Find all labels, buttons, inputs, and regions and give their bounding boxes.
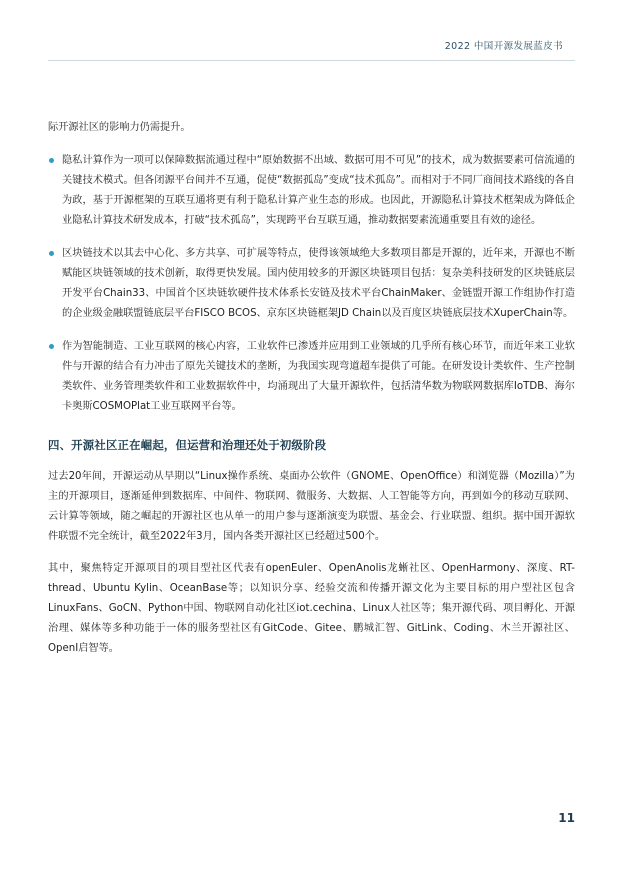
- section-heading: 四、开源社区正在崛起，但运营和治理还处于初级阶段: [48, 438, 327, 452]
- bullet-item: [48, 244, 575, 324]
- page-content: [48, 118, 575, 671]
- bullet-dot-icon: [49, 251, 54, 256]
- bullet-text: 区块链技术以其去中心化、多方共享、可扩展等特点，使得该领域绝大多数项目都是开源的，近年来，开源也不断赋能区块链领域的技术创新，取得更快发展。国内使用较多的开源区块链项目包括：复杂美科技研发的区块链底层开发平台Chain33、中国首个区块链软硬件技术体系长安链及技术平台ChainMaker、金链盟开源工作组协作打造的企业级金融联盟链底层平台FISCO BCOS、京东区块链框架JD Chain以及百度区块链底层技术XuperChain等。: [62, 248, 575, 319]
- bullet-dot-icon: [49, 158, 54, 163]
- bullet-item: [48, 337, 575, 417]
- running-header-title: 2022 中国开源发展蓝皮书: [444, 41, 563, 52]
- body-paragraph: 过去20年间，开源运动从早期以“Linux操作系统、桌面办公软件（GNOME、OpenOffice）和浏览器（Mozilla）”为主的开源项目，逐渐延伸到数据库、中间件、物联网、微服务、大数据、人工智能等方向，再到如今的移动互联网、云计算等领域，随之崛起的开源社区也从单一的用户参与逐渐演变为联盟、基金会、行业联盟、组织。据中国开源软件联盟不完全统计，截至2022年3月，国内各类开源社区已经超过500个。: [48, 471, 575, 542]
- bullet-text: 作为智能制造、工业互联网的核心内容，工业软件已渗透并应用到工业领域的几乎所有核心环节，而近年来工业软件与开源的结合有力冲击了原先关键技术的垄断，为我国实现弯道超车提供了可能。在研发设计类软件、生产控制类软件、业务管理类软件和工业数据软件中，均涌现出了大量开源软件，包括清华数为物联网数据库IoTDB、海尔卡奥斯COSMOPlat工业互联网平台等。: [62, 341, 575, 412]
- page-number: 11: [558, 811, 575, 825]
- header-divider: [48, 60, 575, 61]
- body-paragraph: 其中，聚焦特定开源项目的项目型社区代表有openEuler、OpenAnolis龙蜥社区、OpenHarmony、深度、RT-thread、Ubuntu Kylin、OceanBase等；以知识分享、经验交流和传播开源文化为主要目标的用户型社区包含LinuxFans、GoCN、Python中国、物联网自动化社区iot.cechina、Linux人社区等；集开源代码、项目孵化、开源治理、媒体等多种功能于一体的服务型社区有GitCode、Gitee、鹏城汇智、GitLink、Coding、木兰开源社区、OpenI启智等。: [48, 563, 575, 654]
- bullet-item: [48, 151, 575, 231]
- bullet-text: 隐私计算作为一项可以保障数据流通过程中“原始数据不出域、数据可用不可见”的技术，成为数据要素可信流通的关键技术模式。但各闭源平台间并不互通，促使“数据孤岛”变成“技术孤岛”。而相对于不同厂商间技术路线的各自为政，基于开源框架的互联互通将更有利于隐私计算产业生态的形成。也因此，开源隐私计算技术框架成为降低企业隐私计算技术研发成本，打破“技术孤岛”，实现跨平台互联互通，推动数据要素流通重要且有效的途径。: [62, 155, 575, 226]
- paragraph-group: [48, 467, 575, 659]
- lead-paragraph: 际开源社区的影响力仍需提升。: [48, 122, 191, 133]
- bullet-dot-icon: [49, 344, 54, 349]
